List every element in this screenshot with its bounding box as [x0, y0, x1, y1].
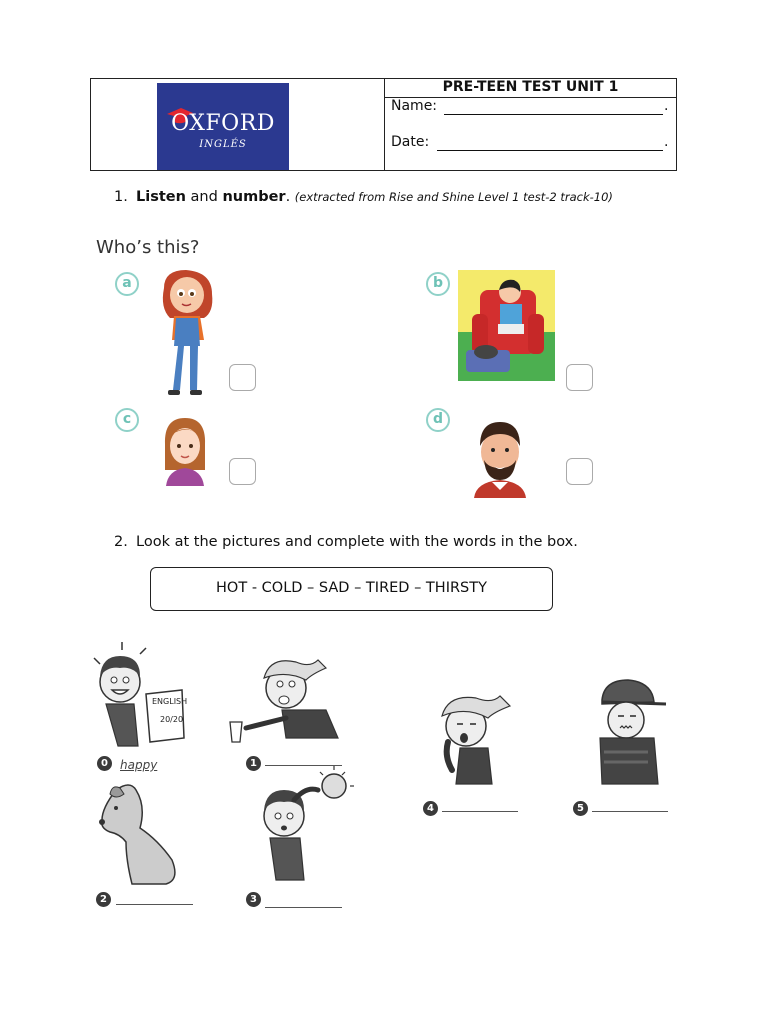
name-period: . [664, 98, 669, 114]
sign-text: ENGLISH [152, 697, 188, 706]
item-label-d: d [426, 408, 450, 432]
word-listen: Listen [136, 189, 186, 205]
item-number-5: 5 [573, 801, 588, 816]
item-number-0: 0 [97, 756, 112, 771]
question-1-instruction [136, 189, 613, 205]
answer-box-b[interactable] [566, 364, 593, 391]
logo-word: OXFORD [171, 111, 275, 136]
date-period: . [664, 134, 669, 150]
item-number-1: 1 [246, 756, 261, 771]
hot-boy-illustration [254, 760, 354, 882]
answer-0: happy [120, 758, 158, 772]
who-subtitle: Who’s this? [96, 237, 200, 258]
item-label-b: b [426, 272, 450, 296]
question-1-note: (extracted from Rise and Shine Level 1 test-2 track-10) [294, 190, 613, 204]
date-field[interactable] [437, 150, 663, 151]
girl-illustration [154, 268, 224, 398]
girl-face-illustration [162, 416, 208, 486]
oxford-logo [157, 83, 289, 170]
question-2-instruction: Look at the pictures and complete with the words in the box. [136, 534, 578, 550]
item-number-4: 4 [423, 801, 438, 816]
question-2-number: 2. [114, 534, 128, 550]
item-label-c: c [115, 408, 139, 432]
sad-dog-illustration [96, 780, 188, 886]
test-title: PRE-TEEN TEST UNIT 1 [442, 79, 619, 95]
name-label: Name: [391, 98, 438, 114]
word-and: and [185, 189, 223, 205]
tired-girl-illustration [426, 686, 520, 786]
question-1-number: 1. [114, 189, 128, 205]
boy-armchair-illustration [458, 270, 555, 381]
answer-line-3[interactable] [265, 907, 342, 908]
sign-score: 20/20 [160, 715, 184, 724]
answer-box-a[interactable] [229, 364, 256, 391]
word-number: number [222, 189, 286, 205]
thirsty-girl-illustration [226, 648, 348, 744]
item-number-3: 3 [246, 892, 261, 907]
answer-box-c[interactable] [229, 458, 256, 485]
logo-subtitle: INGLÉS [199, 139, 247, 150]
cold-boy-illustration [592, 676, 670, 786]
man-face-illustration [472, 420, 528, 498]
happy-boy-illustration [88, 640, 188, 750]
answer-box-d[interactable] [566, 458, 593, 485]
item-number-2: 2 [96, 892, 111, 907]
item-label-a: a [115, 272, 139, 296]
date-label: Date: [391, 134, 430, 150]
answer-line-2[interactable] [116, 904, 193, 905]
word-box: HOT - COLD – SAD – TIRED – THIRSTY [150, 567, 553, 611]
answer-line-4[interactable] [442, 811, 518, 812]
name-field[interactable] [444, 114, 663, 115]
word-dot: . [285, 189, 295, 205]
answer-line-5[interactable] [592, 811, 668, 812]
